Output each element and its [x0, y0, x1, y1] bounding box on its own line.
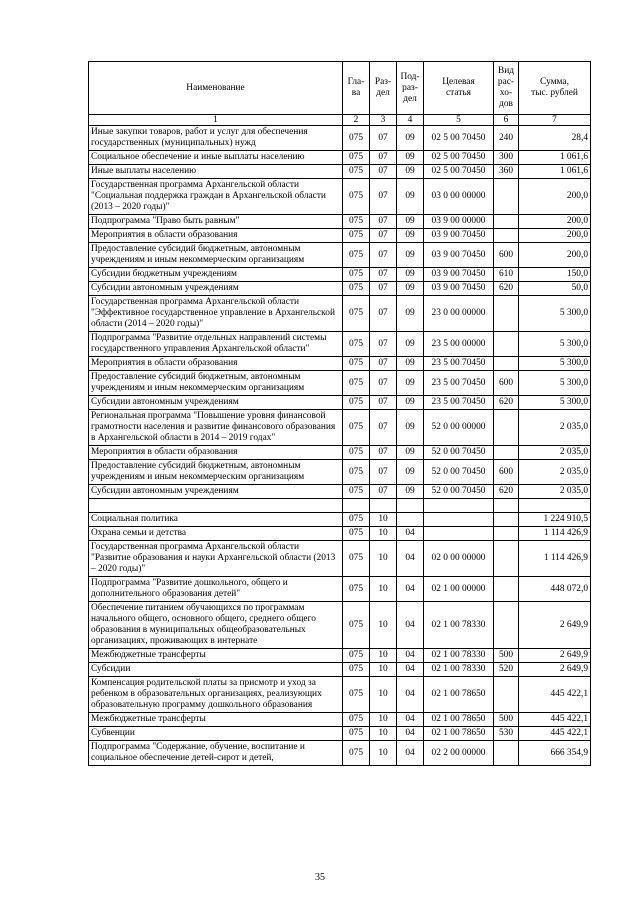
header-target: Целевая статья — [424, 62, 494, 115]
row-vid — [494, 527, 519, 541]
row-vid — [494, 541, 519, 577]
row-target: 02 1 00 78330 — [424, 663, 494, 677]
row-vid: 600 — [494, 371, 519, 396]
row-razdel: 07 — [370, 151, 397, 165]
row-sum: 200,0 — [519, 215, 591, 229]
table-row — [89, 243, 591, 268]
header-podrazdel: Под- раз- дел — [397, 62, 424, 115]
row-vid: 520 — [494, 663, 519, 677]
row-name: Мероприятия в области образования — [89, 357, 343, 371]
row-vid — [494, 677, 519, 713]
row-razdel: 07 — [370, 446, 397, 460]
row-vid — [494, 332, 519, 357]
row-vid — [494, 577, 519, 602]
row-target: 02 1 00 78650 — [424, 727, 494, 741]
row-sum: 200,0 — [519, 243, 591, 268]
row-vid — [494, 602, 519, 649]
row-razdel: 07 — [370, 215, 397, 229]
row-sum: 1 061,6 — [519, 165, 591, 179]
row-target: 03 9 00 70450 — [424, 282, 494, 296]
row-podrazdel — [397, 513, 424, 527]
row-razdel: 07 — [370, 357, 397, 371]
row-sum: 445 422,1 — [519, 677, 591, 713]
row-razdel: 07 — [370, 371, 397, 396]
table-row — [89, 268, 591, 282]
row-name: Социальное обеспечение и иные выплаты населению — [89, 151, 343, 165]
row-podrazdel: 09 — [397, 396, 424, 410]
row-razdel: 07 — [370, 485, 397, 499]
row-name: Подпрограмма "Право быть равным" — [89, 215, 343, 229]
row-podrazdel: 04 — [397, 727, 424, 741]
table-gap — [89, 499, 591, 513]
row-razdel: 07 — [370, 332, 397, 357]
row-name: Мероприятия в области образования — [89, 229, 343, 243]
row-target: 03 9 00 70450 — [424, 229, 494, 243]
row-target: 52 0 00 00000 — [424, 410, 494, 446]
table-row — [89, 165, 591, 179]
row-podrazdel: 04 — [397, 649, 424, 663]
table-row — [89, 485, 591, 499]
row-target — [424, 513, 494, 527]
row-target: 02 2 00 00000 — [424, 741, 494, 766]
row-sum: 2 035,0 — [519, 485, 591, 499]
row-name: Предоставление субсидий бюджетным, автономным учреждениям и иным некоммерческим организациям — [89, 371, 343, 396]
row-podrazdel: 04 — [397, 713, 424, 727]
row-vid: 500 — [494, 649, 519, 663]
row-razdel: 07 — [370, 126, 397, 151]
row-podrazdel: 09 — [397, 282, 424, 296]
row-glava: 075 — [343, 229, 370, 243]
table-row — [89, 179, 591, 215]
column-number: 7 — [519, 115, 591, 126]
row-podrazdel: 09 — [397, 460, 424, 485]
row-sum: 448 072,0 — [519, 577, 591, 602]
row-name: Межбюджетные трансферты — [89, 713, 343, 727]
table-row — [89, 741, 591, 766]
row-name: Подпрограмма "Содержание, обучение, воспитание и социальное обеспечение детей-сирот и детей, — [89, 741, 343, 766]
row-sum: 200,0 — [519, 229, 591, 243]
table-row — [89, 126, 591, 151]
row-razdel: 07 — [370, 460, 397, 485]
row-name: Субвенции — [89, 727, 343, 741]
row-glava: 075 — [343, 296, 370, 332]
row-razdel: 07 — [370, 179, 397, 215]
row-razdel: 07 — [370, 165, 397, 179]
row-glava: 075 — [343, 513, 370, 527]
column-number: 3 — [370, 115, 397, 126]
row-name: Субсидии бюджетным учреждениям — [89, 268, 343, 282]
header-row — [89, 62, 591, 115]
empty-row — [89, 499, 591, 513]
row-sum: 1 061,6 — [519, 151, 591, 165]
table-row — [89, 296, 591, 332]
row-glava: 075 — [343, 165, 370, 179]
row-name: Предоставление субсидий бюджетным, автономным учреждениям и иным некоммерческим организациям — [89, 243, 343, 268]
table-row — [89, 527, 591, 541]
row-glava: 075 — [343, 446, 370, 460]
row-glava: 075 — [343, 602, 370, 649]
row-target: 23 5 00 00000 — [424, 332, 494, 357]
table-row — [89, 357, 591, 371]
row-glava: 075 — [343, 485, 370, 499]
row-podrazdel: 09 — [397, 332, 424, 357]
row-glava: 075 — [343, 332, 370, 357]
table-row — [89, 663, 591, 677]
row-name: Государственная программа Архангельской области "Эффективное государственное управление в Архангельской области (2014 – 2020 годы)" — [89, 296, 343, 332]
row-target: 02 1 00 78330 — [424, 602, 494, 649]
row-name: Субсидии автономным учреждениям — [89, 396, 343, 410]
table-body-top — [89, 126, 591, 499]
row-sum: 1 114 426,9 — [519, 541, 591, 577]
row-target: 02 1 00 00000 — [424, 577, 494, 602]
row-target: 52 0 00 70450 — [424, 485, 494, 499]
row-name: Охрана семьи и детства — [89, 527, 343, 541]
row-target: 02 5 00 70450 — [424, 165, 494, 179]
row-vid — [494, 179, 519, 215]
row-razdel: 10 — [370, 541, 397, 577]
table-row — [89, 460, 591, 485]
row-podrazdel: 09 — [397, 243, 424, 268]
column-number: 2 — [343, 115, 370, 126]
row-target: 23 5 00 70450 — [424, 357, 494, 371]
row-sum: 1 224 910,5 — [519, 513, 591, 527]
row-glava: 075 — [343, 527, 370, 541]
row-glava: 075 — [343, 741, 370, 766]
row-glava: 075 — [343, 649, 370, 663]
row-razdel: 10 — [370, 677, 397, 713]
row-sum: 666 354,9 — [519, 741, 591, 766]
row-vid: 500 — [494, 713, 519, 727]
row-glava: 075 — [343, 243, 370, 268]
row-sum: 5 300,0 — [519, 332, 591, 357]
row-vid — [494, 446, 519, 460]
header-sum: Сумма, тыс. рублей — [519, 62, 591, 115]
row-vid — [494, 357, 519, 371]
row-sum: 2 649,9 — [519, 602, 591, 649]
row-glava: 075 — [343, 727, 370, 741]
row-vid: 360 — [494, 165, 519, 179]
row-razdel: 07 — [370, 229, 397, 243]
row-razdel: 07 — [370, 396, 397, 410]
table-body-bottom — [89, 513, 591, 766]
row-razdel: 10 — [370, 513, 397, 527]
row-sum: 1 114 426,9 — [519, 527, 591, 541]
row-podrazdel: 09 — [397, 296, 424, 332]
row-name: Подпрограмма "Развитие дошкольного, общего и дополнительного образования детей" — [89, 577, 343, 602]
table-row — [89, 282, 591, 296]
row-vid — [494, 513, 519, 527]
row-name: Компенсация родительской платы за присмотр и уход за ребенком в образовательных организациях, реализующих образовательную программу дошкольного образования — [89, 677, 343, 713]
row-sum: 28,4 — [519, 126, 591, 151]
row-vid: 600 — [494, 460, 519, 485]
row-name: Мероприятия в области образования — [89, 446, 343, 460]
row-glava: 075 — [343, 541, 370, 577]
row-vid: 600 — [494, 243, 519, 268]
row-name: Иные закупки товаров, работ и услуг для обеспечения государственных (муниципальных) нужд — [89, 126, 343, 151]
row-razdel: 10 — [370, 649, 397, 663]
table-row — [89, 215, 591, 229]
row-razdel: 10 — [370, 663, 397, 677]
row-sum: 5 300,0 — [519, 296, 591, 332]
row-vid — [494, 229, 519, 243]
header-vid: Вид рас- хо- дов — [494, 62, 519, 115]
column-number: 4 — [397, 115, 424, 126]
row-sum: 2 649,9 — [519, 649, 591, 663]
row-name: Субсидии автономным учреждениям — [89, 282, 343, 296]
row-podrazdel: 04 — [397, 602, 424, 649]
row-glava: 075 — [343, 357, 370, 371]
row-vid: 240 — [494, 126, 519, 151]
row-target: 52 0 00 70450 — [424, 460, 494, 485]
row-name: Субсидии — [89, 663, 343, 677]
row-sum: 5 300,0 — [519, 396, 591, 410]
row-razdel: 07 — [370, 243, 397, 268]
row-name: Предоставление субсидий бюджетным, автономным учреждениям и иным некоммерческим организациям — [89, 460, 343, 485]
row-vid: 620 — [494, 282, 519, 296]
row-sum: 5 300,0 — [519, 357, 591, 371]
row-sum: 50,0 — [519, 282, 591, 296]
budget-table — [88, 61, 591, 766]
row-name: Иные выплаты населению — [89, 165, 343, 179]
row-sum: 2 035,0 — [519, 460, 591, 485]
row-glava: 075 — [343, 410, 370, 446]
row-name: Межбюджетные трансферты — [89, 649, 343, 663]
row-podrazdel: 09 — [397, 151, 424, 165]
row-vid — [494, 215, 519, 229]
row-vid — [494, 741, 519, 766]
row-podrazdel: 04 — [397, 663, 424, 677]
row-vid: 530 — [494, 727, 519, 741]
row-razdel: 07 — [370, 410, 397, 446]
row-target: 02 1 00 78650 — [424, 713, 494, 727]
row-target: 03 9 00 00000 — [424, 215, 494, 229]
table-row — [89, 513, 591, 527]
row-podrazdel: 09 — [397, 229, 424, 243]
row-target: 03 9 00 70450 — [424, 268, 494, 282]
row-glava: 075 — [343, 677, 370, 713]
header-name: Наименование — [89, 62, 343, 115]
table-row — [89, 229, 591, 243]
row-sum: 150,0 — [519, 268, 591, 282]
column-number: 1 — [89, 115, 343, 126]
header-razdel: Раз- дел — [370, 62, 397, 115]
row-razdel: 10 — [370, 577, 397, 602]
row-name: Государственная программа Архангельской области "Социальная поддержка граждан в Архангельской области (2013 – 2020 годы)" — [89, 179, 343, 215]
row-podrazdel: 04 — [397, 741, 424, 766]
row-podrazdel: 09 — [397, 215, 424, 229]
row-target: 23 5 00 70450 — [424, 371, 494, 396]
column-number-row — [89, 115, 591, 126]
column-number: 6 — [494, 115, 519, 126]
table-row — [89, 151, 591, 165]
row-vid: 620 — [494, 396, 519, 410]
row-glava: 075 — [343, 215, 370, 229]
table-row — [89, 396, 591, 410]
row-podrazdel: 09 — [397, 165, 424, 179]
row-razdel: 07 — [370, 282, 397, 296]
row-vid: 300 — [494, 151, 519, 165]
row-sum: 5 300,0 — [519, 371, 591, 396]
page-number: 35 — [315, 872, 325, 883]
table-row — [89, 577, 591, 602]
table-row — [89, 410, 591, 446]
row-sum: 2 035,0 — [519, 410, 591, 446]
row-glava: 075 — [343, 179, 370, 215]
row-razdel: 10 — [370, 602, 397, 649]
row-target: 52 0 00 70450 — [424, 446, 494, 460]
row-podrazdel: 04 — [397, 677, 424, 713]
row-name: Региональная программа "Повышение уровня финансовой грамотности населения и развитие финансового образования в Архангельской области в 2014 – 2019 годах" — [89, 410, 343, 446]
row-glava: 075 — [343, 577, 370, 602]
row-vid: 620 — [494, 485, 519, 499]
row-target: 02 1 00 78330 — [424, 649, 494, 663]
table-row — [89, 677, 591, 713]
row-glava: 075 — [343, 282, 370, 296]
row-podrazdel: 09 — [397, 446, 424, 460]
row-target — [424, 527, 494, 541]
row-vid — [494, 410, 519, 446]
row-target: 23 0 00 00000 — [424, 296, 494, 332]
row-target: 02 5 00 70450 — [424, 126, 494, 151]
row-sum: 2 649,9 — [519, 663, 591, 677]
row-glava: 075 — [343, 371, 370, 396]
row-target: 03 0 00 00000 — [424, 179, 494, 215]
row-razdel: 07 — [370, 268, 397, 282]
table-row — [89, 713, 591, 727]
row-podrazdel: 09 — [397, 357, 424, 371]
row-glava: 075 — [343, 268, 370, 282]
table-row — [89, 371, 591, 396]
row-podrazdel: 09 — [397, 485, 424, 499]
header-glava: Гла- ва — [343, 62, 370, 115]
row-podrazdel: 09 — [397, 268, 424, 282]
row-glava: 075 — [343, 396, 370, 410]
row-razdel: 10 — [370, 727, 397, 741]
row-glava: 075 — [343, 663, 370, 677]
row-name: Обеспечение питанием обучающихся по программам начального общего, основного общего, среднего общего образования в муниципальных общеобразовательных организациях, проживающих в интернате — [89, 602, 343, 649]
row-vid — [494, 296, 519, 332]
row-podrazdel: 04 — [397, 577, 424, 602]
row-name: Подпрограмма "Развитие отдельных направлений системы государственного управления Архангельской области" — [89, 332, 343, 357]
row-sum: 445 422,1 — [519, 727, 591, 741]
table-row — [89, 446, 591, 460]
row-name: Государственная программа Архангельской области "Развитие образования и науки Архангельской области (2013 – 2020 годы)" — [89, 541, 343, 577]
row-target: 02 0 00 00000 — [424, 541, 494, 577]
table-row — [89, 332, 591, 357]
row-target: 23 5 00 70450 — [424, 396, 494, 410]
row-glava: 075 — [343, 151, 370, 165]
row-podrazdel: 09 — [397, 179, 424, 215]
row-razdel: 10 — [370, 741, 397, 766]
row-podrazdel: 09 — [397, 126, 424, 151]
row-razdel: 10 — [370, 527, 397, 541]
table-row — [89, 541, 591, 577]
row-podrazdel: 04 — [397, 527, 424, 541]
row-name: Субсидии автономным учреждениям — [89, 485, 343, 499]
row-podrazdel: 09 — [397, 371, 424, 396]
row-razdel: 10 — [370, 713, 397, 727]
table-row — [89, 602, 591, 649]
row-target: 02 5 00 70450 — [424, 151, 494, 165]
row-sum: 445 422,1 — [519, 713, 591, 727]
column-number: 5 — [424, 115, 494, 126]
row-glava: 075 — [343, 460, 370, 485]
row-razdel: 07 — [370, 296, 397, 332]
row-vid: 610 — [494, 268, 519, 282]
table-row — [89, 649, 591, 663]
row-podrazdel: 09 — [397, 410, 424, 446]
row-target: 02 1 00 78650 — [424, 677, 494, 713]
row-glava: 075 — [343, 713, 370, 727]
row-sum: 200,0 — [519, 179, 591, 215]
row-sum: 2 035,0 — [519, 446, 591, 460]
row-target: 03 9 00 70450 — [424, 243, 494, 268]
row-name: Социальная политика — [89, 513, 343, 527]
row-glava: 075 — [343, 126, 370, 151]
table-row — [89, 727, 591, 741]
row-podrazdel: 04 — [397, 541, 424, 577]
